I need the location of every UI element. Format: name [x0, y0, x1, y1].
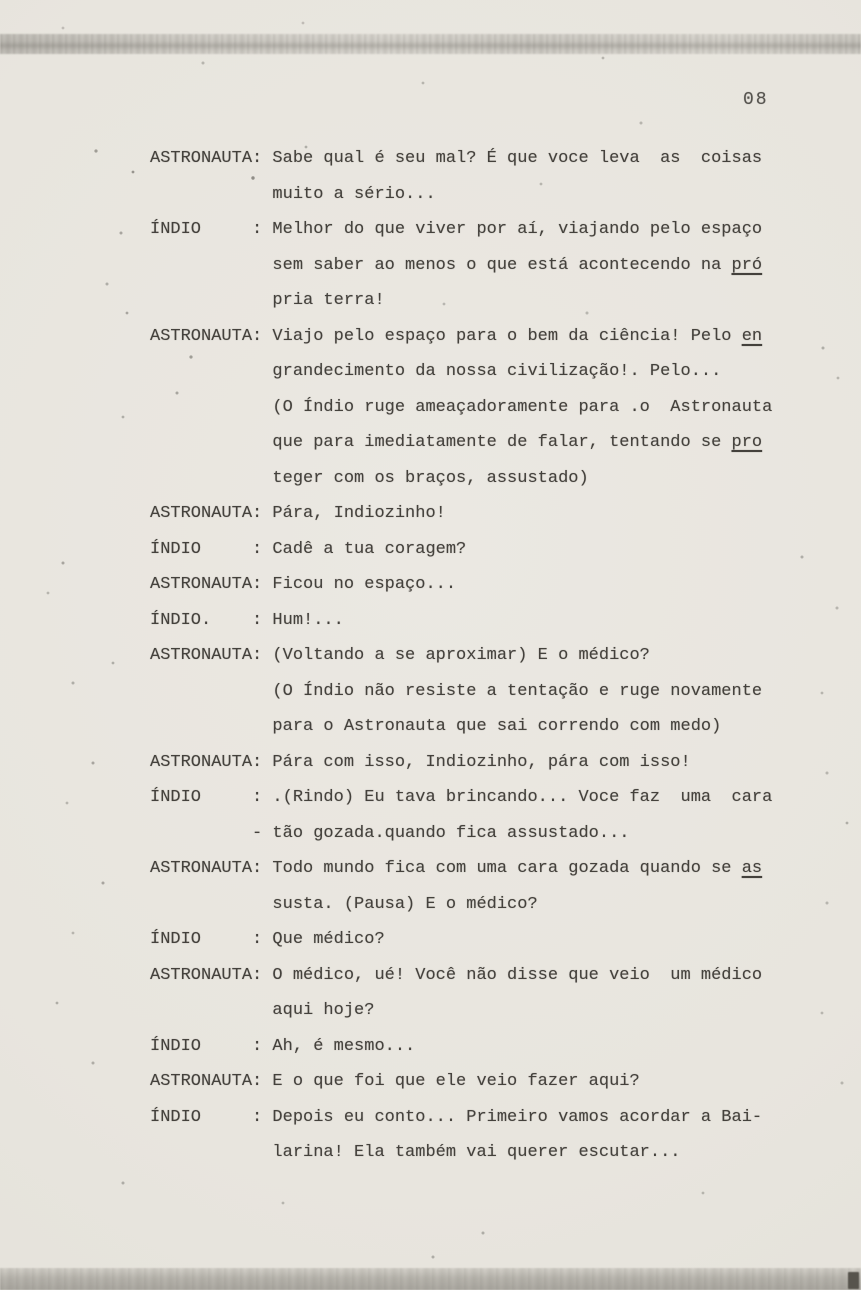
- script-line: [150, 674, 772, 710]
- paper-specks: [0, 0, 2, 2]
- dialogue-text: sem saber ao menos o que está acontecendo na: [272, 255, 732, 275]
- script-line: [150, 141, 772, 177]
- scan-smudge-top: [0, 34, 861, 54]
- dialogue-text: Depois eu conto... Primeiro vamos acordar a Bai-: [272, 1107, 763, 1127]
- script-line: [150, 887, 772, 923]
- script-line: [150, 993, 772, 1029]
- underlined-text: pro: [731, 433, 763, 452]
- dialogue-text: Ah, é mesmo...: [272, 1036, 416, 1056]
- speaker-name: [150, 256, 272, 275]
- script-line: [150, 212, 772, 248]
- dialogue-text: E o que foi que ele veio fazer aqui?: [272, 1072, 640, 1091]
- script-line: [150, 390, 772, 426]
- script-line: [150, 1135, 772, 1171]
- speaker-name: ASTRONAUTA:: [150, 1072, 273, 1091]
- underlined-text: en: [741, 326, 763, 346]
- script-line: [150, 922, 772, 958]
- script-line: [150, 745, 772, 781]
- underlined-text: as: [741, 859, 763, 878]
- dialogue-text: Sabe qual é seu mal? É que voce leva as coisas: [272, 149, 763, 168]
- speaker-name: ÍNDIO :: [150, 930, 273, 949]
- dialogue-script: [150, 141, 772, 1171]
- script-line: [150, 1029, 772, 1065]
- dialogue-text: que para imediatamente de falar, tentando se: [272, 433, 732, 452]
- speaker-name: ASTRONAUTA:: [150, 965, 273, 985]
- dialogue-text: tão gozada.quando fica assustado...: [272, 823, 630, 843]
- script-line: [150, 283, 772, 319]
- speaker-name: ASTRONAUTA:: [150, 575, 273, 594]
- speaker-name: [150, 185, 272, 204]
- speaker-name: ASTRONAUTA:: [150, 646, 273, 665]
- dialogue-text: Melhor do que viver por aí, viajando pelo espaço: [272, 220, 763, 239]
- script-line: [150, 603, 772, 639]
- dialogue-text: (O Índio ruge ameaçadoramente para .o Astronauta: [272, 397, 773, 417]
- script-line: [150, 851, 772, 887]
- scan-smudge-bottom: [0, 1268, 861, 1290]
- page-number: 08: [743, 90, 769, 110]
- dialogue-text: Viajo pelo espaço para o bem da ciência! Pelo: [272, 326, 742, 346]
- script-line: [150, 425, 772, 461]
- speaker-name: [150, 433, 272, 452]
- dialogue-text: Cadê a tua coragem?: [272, 539, 467, 559]
- speaker-name: ÍNDIO :: [150, 220, 273, 239]
- script-line: [150, 248, 772, 284]
- dialogue-text: .(Rindo) Eu tava brincando... Voce faz uma cara: [272, 788, 773, 807]
- speaker-name: ÍNDIO :: [150, 1036, 273, 1056]
- speaker-name: ASTRONAUTA:: [150, 504, 273, 523]
- scan-corner-mark: [848, 1272, 859, 1289]
- dialogue-text: pria terra!: [272, 291, 385, 310]
- script-line: [150, 780, 772, 816]
- script-line: [150, 958, 772, 994]
- dialogue-text: Todo mundo fica com uma cara gozada quando se: [272, 859, 742, 878]
- script-line: [150, 709, 772, 745]
- speaker-name: [150, 1143, 272, 1162]
- dialogue-text: (O Índio não resiste a tentação e ruge novamente: [272, 681, 763, 701]
- script-line: [150, 177, 772, 213]
- speaker-name: [150, 469, 272, 488]
- dialogue-text: teger com os braços, assustado): [272, 468, 589, 488]
- dialogue-text: Pára, Indiozinho!: [272, 504, 446, 523]
- speaker-name: ASTRONAUTA:: [150, 859, 273, 878]
- speaker-name: [150, 291, 272, 310]
- script-line: [150, 1064, 772, 1100]
- script-line: [150, 638, 772, 674]
- dialogue-text: muito a sério...: [272, 184, 436, 204]
- dialogue-text: (Voltando a se aproximar) E o médico?: [272, 646, 650, 665]
- speaker-name: -: [150, 823, 273, 843]
- script-line: [150, 1100, 772, 1136]
- dialogue-text: larina! Ela também vai querer escutar...: [272, 1143, 681, 1162]
- speaker-name: ÍNDIO. :: [150, 610, 273, 630]
- dialogue-text: Pára com isso, Indiozinho, pára com isso!: [272, 752, 691, 772]
- script-line: [150, 567, 772, 603]
- script-line: [150, 354, 772, 390]
- speaker-name: ASTRONAUTA:: [150, 326, 273, 346]
- speaker-name: [150, 895, 272, 914]
- script-line: [150, 816, 772, 852]
- dialogue-text: aqui hoje?: [272, 1001, 375, 1020]
- dialogue-text: susta. (Pausa) E o médico?: [272, 894, 538, 914]
- speaker-name: [150, 1001, 272, 1020]
- speaker-name: ÍNDIO :: [150, 1107, 273, 1127]
- script-line: [150, 496, 772, 532]
- speaker-name: ASTRONAUTA:: [150, 752, 273, 772]
- script-line: [150, 532, 772, 568]
- dialogue-text: O médico, ué! Você não disse que veio um médico: [272, 965, 763, 985]
- dialogue-text: grandecimento da nossa civilização!. Pelo...: [272, 362, 722, 381]
- speaker-name: [150, 717, 272, 736]
- dialogue-text: Ficou no espaço...: [272, 575, 457, 594]
- dialogue-text: Hum!...: [272, 610, 344, 630]
- speaker-name: ASTRONAUTA:: [150, 149, 273, 168]
- dialogue-text: Que médico?: [272, 930, 385, 949]
- speaker-name: [150, 362, 272, 381]
- speaker-name: ÍNDIO :: [150, 788, 273, 807]
- speaker-name: [150, 682, 272, 701]
- underlined-text: pró: [731, 255, 763, 275]
- speaker-name: ÍNDIO :: [150, 539, 273, 559]
- script-line: [150, 461, 772, 497]
- speaker-name: [150, 398, 272, 417]
- dialogue-text: para o Astronauta que sai correndo com medo): [272, 717, 722, 736]
- script-line: [150, 319, 772, 355]
